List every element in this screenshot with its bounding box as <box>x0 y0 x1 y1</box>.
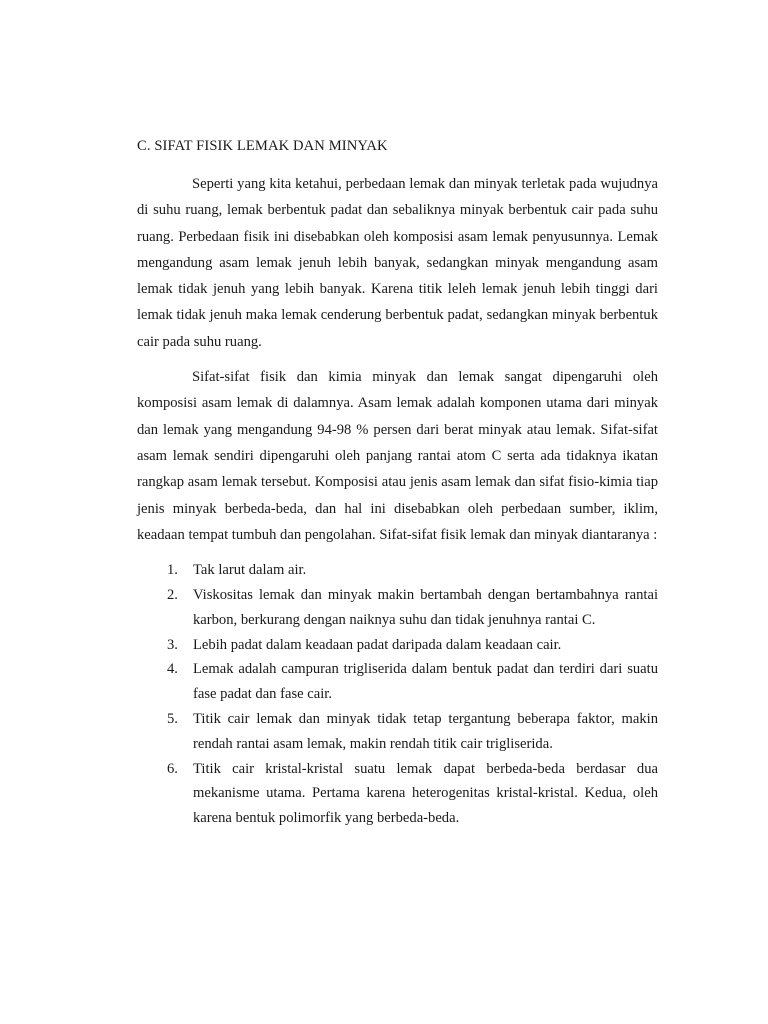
list-item-number: 6. <box>167 760 178 777</box>
paragraph-fatty-acid-composition: Sifat-sifat fisik dan kimia minyak dan lemak sangat dipengaruhi oleh komposisi asam lemak di dalamnya. Asam lemak adalah komponen utama dari minyak dan lemak yang mengandung 94-98 % persen dari berat minyak atau lemak. Sifat-sifat asam lemak sendiri dipengaruhi oleh panjang rantai atom C serta ada tidaknya ikatan rangkap asam lemak tersebut. Komposisi atau jenis asam lemak dan sifat fisio-kimia tiap jenis minyak berbeda-beda, dan hal ini disebabkan oleh perbedaan sumber, iklim, keadaan tempat tumbuh dan pengolahan. Sifat-sifat fisik lemak dan minyak diantaranya : <box>137 369 658 543</box>
list-item-text: Tak larut dalam air. <box>193 562 307 579</box>
list-item <box>137 707 658 757</box>
physical-properties-list <box>137 558 658 831</box>
list-item-text: Lebih padat dalam keadaan padat daripada dalam keadaan cair. <box>193 636 562 653</box>
list-item-text: Titik cair lemak dan minyak tidak tetap tergantung beberapa faktor, makin rendah rantai asam lemak, makin rendah titik cair trigliserida. <box>193 710 658 752</box>
list-item-number: 1. <box>167 562 178 579</box>
list-item-text: Lemak adalah campuran trigliserida dalam bentuk padat dan terdiri dari suatu fase padat dan fase cair. <box>193 661 658 703</box>
list-item-text: Titik cair kristal-kristal suatu lemak dapat berbeda-beda berdasar dua mekanisme utama. Pertama karena heterogenitas kristal-kristal. Kedua, oleh karena bentuk polimorfik yang berbeda-beda. <box>193 760 658 827</box>
document-page <box>137 133 658 831</box>
list-item <box>137 657 658 707</box>
list-item <box>137 558 658 583</box>
paragraph-physical-difference: Seperti yang kita ketahui, perbedaan lemak dan minyak terletak pada wujudnya di suhu ruang, lemak berbentuk padat dan sebaliknya minyak berbentuk cair pada suhu ruang. Perbedaan fisik ini disebabkan oleh komposisi asam lemak penyusunnya. Lemak mengandung asam lemak jenuh lebih banyak, sedangkan minyak mengandung asam lemak tidak jenuh yang lebih banyak. Karena titik leleh lemak jenuh lebih tinggi dari lemak tidak jenuh maka lemak cenderung berbentuk padat, sedangkan minyak berbentuk cair pada suhu ruang. <box>137 176 658 350</box>
list-item <box>137 583 658 633</box>
list-item-number: 3. <box>167 636 178 653</box>
list-item <box>137 633 658 658</box>
list-item-number: 4. <box>167 661 178 678</box>
list-item-number: 5. <box>167 710 178 727</box>
list-item <box>137 757 658 831</box>
section-heading: C. SIFAT FISIK LEMAK DAN MINYAK <box>137 138 388 154</box>
list-item-text: Viskositas lemak dan minyak makin bertambah dengan bertambahnya rantai karbon, berkurang dengan naiknya suhu dan tidak jenuhnya rantai C. <box>193 586 658 628</box>
list-item-number: 2. <box>167 586 178 603</box>
